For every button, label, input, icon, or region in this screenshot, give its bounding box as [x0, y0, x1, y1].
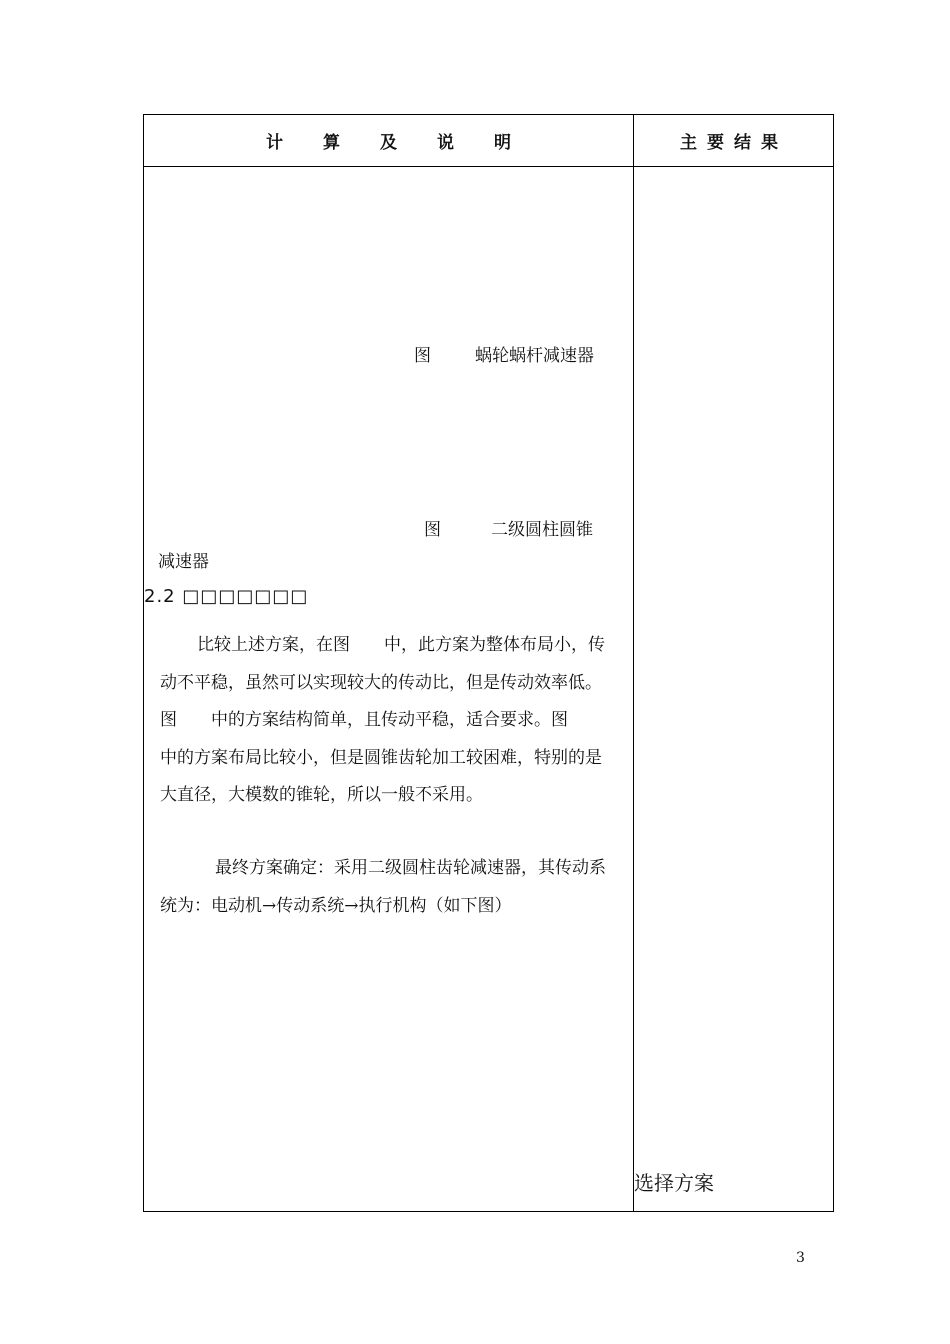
- header-char: 计: [266, 133, 283, 153]
- header-main-results: 主要结果: [680, 133, 788, 153]
- result-select-scheme: 选择方案: [634, 1171, 714, 1195]
- figure-title: 二级圆柱圆锥: [491, 520, 593, 540]
- header-char: 说: [437, 133, 454, 153]
- figure-caption-worm-reducer: [414, 341, 594, 366]
- calculation-table: [143, 114, 834, 1212]
- figure-prefix: 图: [414, 346, 431, 366]
- figure-caption-continuation: 减速器: [158, 552, 209, 572]
- comparison-paragraph: 比较上述方案，在图 中，此方案为整体布局小，传动不平稳，虽然可以实现较大的传动比，但是传动效率低。图 中的方案结构简单，且传动平稳，适合要求。图 中的方案布局比较小，但是圆锥齿轮加工较困难，特别的是大直径，大模数的锥轮，所以一般不采用。: [160, 635, 605, 805]
- final-scheme-paragraph: 最终方案确定：采用二级圆柱齿轮减速器，其传动系统为：电动机→传动系统→执行机构（如下图）: [160, 858, 606, 916]
- header-char: 算: [323, 133, 340, 153]
- figure-caption-cylindrical-bevel-reducer: [424, 515, 593, 540]
- header-divider: [144, 166, 833, 167]
- section-heading: 2.2 □□□□□□□: [144, 586, 309, 607]
- header-char: 及: [380, 133, 397, 153]
- header-char: 明: [494, 133, 511, 153]
- figure-prefix: 图: [424, 520, 441, 540]
- column-divider: [633, 115, 634, 1211]
- figure-title: 蜗轮蜗杆减速器: [475, 346, 594, 366]
- header-calculation-and-explanation: [144, 115, 633, 166]
- page-number: 3: [796, 1250, 805, 1266]
